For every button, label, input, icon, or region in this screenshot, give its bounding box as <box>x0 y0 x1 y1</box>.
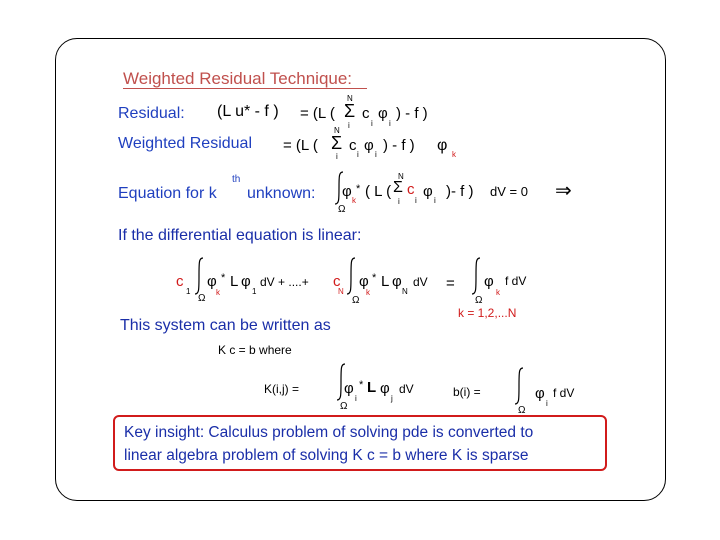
system-heading: This system can be written as <box>120 317 331 334</box>
bi-phi-sub: i <box>546 399 548 408</box>
weighted-weight-sub: k <box>452 150 456 159</box>
bi-fdv: f dV <box>553 386 575 400</box>
lin-phi-N-sub: N <box>402 287 408 296</box>
bi-label: b(i) = <box>453 385 481 399</box>
residual-sum: Σ <box>344 101 356 121</box>
kij-phi-j-sub: j <box>391 394 393 403</box>
eq-phi-sub: k <box>352 196 356 205</box>
weighted-sum-lower: i <box>336 152 338 161</box>
residual-c-sub: i <box>371 119 373 128</box>
lin-star-1: * <box>221 272 226 284</box>
weighted-tail: ) - f ) <box>383 137 415 154</box>
eq-tail: )- f ) <box>446 183 474 200</box>
eq-phi: φ <box>342 183 352 200</box>
weighted-eq: = (L ( <box>283 137 318 154</box>
lin-c1-sub: 1 <box>186 287 191 296</box>
eq-label: Equation for k <box>118 185 217 202</box>
lin-c1: c <box>176 273 184 290</box>
lin-dv: dV <box>413 275 428 289</box>
lin-phi-k: φ <box>207 273 217 290</box>
linear-heading: If the differential equation is linear: <box>118 227 362 244</box>
weighted-label: Weighted Residual <box>118 135 253 152</box>
bi-omega: Ω <box>518 405 526 416</box>
kcb-line: K c = b where <box>218 343 292 357</box>
residual-sum-lower: i <box>348 121 350 130</box>
integral-sign <box>466 256 486 296</box>
eq-phi2-sub: i <box>434 196 436 205</box>
lin-cN: c <box>333 273 341 290</box>
lin-omega-2: Ω <box>352 295 360 306</box>
integral-sign <box>189 256 209 296</box>
weighted-sum-upper: N <box>334 126 340 135</box>
eq-c-sub: i <box>415 196 417 205</box>
lin-omega-3: Ω <box>475 295 483 306</box>
residual-sum-upper: N <box>347 94 353 103</box>
kij-L: L <box>367 379 377 396</box>
weighted-sum: Σ <box>331 133 343 153</box>
lin-fdv: f dV <box>505 274 527 288</box>
lin-phi-k2-sub: k <box>366 288 370 297</box>
eq-label-sup: th <box>232 174 241 185</box>
lin-dots: dV + ....+ <box>260 275 309 289</box>
lin-phi-k2: φ <box>359 273 369 290</box>
bi-phi: φ <box>535 385 545 402</box>
title-underline <box>123 88 367 89</box>
eq-star: * <box>356 183 361 195</box>
key-insight-line-2: linear algebra problem of solving K c = b where K is sparse <box>124 447 529 464</box>
residual-tail: ) - f ) <box>396 105 428 122</box>
lin-phi-k-sub: k <box>216 288 220 297</box>
kij-dv: dV <box>399 382 414 396</box>
kij-phi-i: φ <box>344 380 354 397</box>
lin-equals: = <box>446 275 455 292</box>
weighted-phi-sub: i <box>375 150 377 159</box>
key-insight-line-1: Key insight: Calculus problem of solving pde is converted to <box>124 424 534 441</box>
weighted-weight-phi: φ <box>437 137 448 154</box>
eq-c: c <box>407 181 415 198</box>
lin-cN-sub: N <box>338 287 344 296</box>
eq-sum: Σ <box>393 179 403 196</box>
eq-dv: dV = 0 <box>490 184 528 199</box>
eq-sum-lower: i <box>398 197 400 206</box>
lin-phi-N: φ <box>392 273 402 290</box>
implies-arrow: ⇒ <box>555 180 572 202</box>
lin-L-2: L <box>381 273 390 290</box>
eq-mid: ( L ( <box>365 183 392 200</box>
eq-phi2: φ <box>423 183 433 200</box>
eq-label-tail: unknown: <box>247 185 316 202</box>
lin-phi-1-sub: 1 <box>252 287 257 296</box>
kij-star: * <box>359 379 364 391</box>
slide-title: Weighted Residual Technique: <box>123 69 353 88</box>
lin-L-1: L <box>230 273 239 290</box>
weighted-phi: φ <box>364 137 374 154</box>
integral-sign <box>341 256 361 296</box>
integral-sign <box>509 366 529 406</box>
residual-phi: φ <box>378 105 388 122</box>
residual-expr: (L u* - f ) <box>217 103 279 120</box>
eq-sum-upper: N <box>398 172 404 181</box>
kij-phi-j: φ <box>380 380 390 397</box>
lin-phi-1: φ <box>241 273 251 290</box>
kij-phi-i-sub: i <box>355 394 357 403</box>
lin-phi-k3: φ <box>484 273 494 290</box>
lin-phi-k3-sub: k <box>496 288 500 297</box>
residual-c: c <box>362 105 370 122</box>
residual-phi-sub: i <box>389 119 391 128</box>
lin-omega-1: Ω <box>198 293 206 304</box>
kij-omega: Ω <box>340 401 348 412</box>
weighted-c: c <box>349 137 357 154</box>
kij-label: K(i,j) = <box>264 382 300 396</box>
eq-omega: Ω <box>338 204 346 215</box>
lin-star-2: * <box>372 272 377 284</box>
residual-label: Residual: <box>118 105 185 122</box>
k-range: k = 1,2,...N <box>458 306 517 320</box>
residual-eq: = (L ( <box>300 105 335 122</box>
weighted-c-sub: i <box>357 150 359 159</box>
